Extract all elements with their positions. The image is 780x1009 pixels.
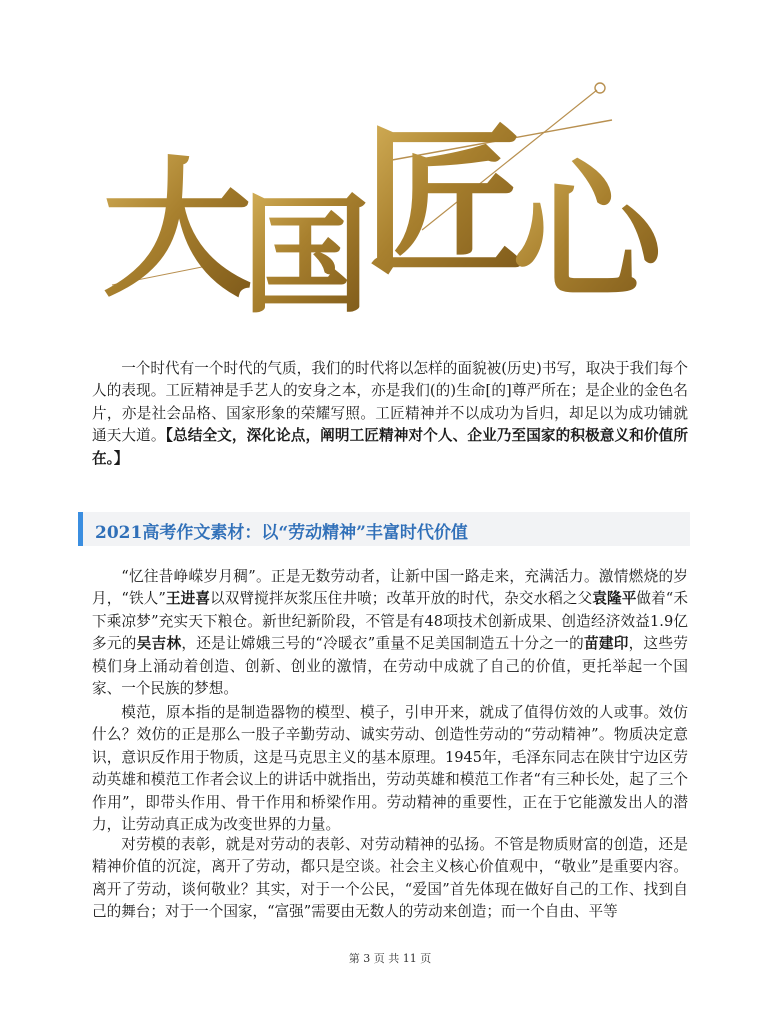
- name-wang-jinxi: 王进喜: [165, 590, 211, 608]
- paragraph-2: 模范，原本指的是制造器物的模型、模子，引申开来，就成了值得仿效的人或事。效仿什么？效仿的正是那么一股子辛勤劳动、诚实劳动、创造性劳动的“劳动精神”。物质决定意识，意识反作用于物质，这是马克思主义的基本原理。1945年，毛泽东同志在陕甘宁边区劳动英雄和模范工作者会议上的讲话中就指出，劳动英雄和模范工作者“有三种长处，起了三个作用”，即带头作用、骨干作用和桥梁作用。劳动精神的重要性，正在于它能激发出人的潜力，让劳动真正成为改变世界的力量。: [92, 704, 688, 834]
- intro-text: 一个时代有一个时代的气质，我们的时代将以怎样的面貌被(历史)书写，取决于我们每个人的表现。工匠精神是手艺人的安身之本，亦是我们(的)生命[的]尊严所在；是企业的金色名片，亦是社会品格、国家形象的荣耀写照。工匠精神并不以成功为旨归，却足以为成功铺就通天大道。: [92, 360, 688, 445]
- hero-char-xin: 心: [512, 145, 657, 321]
- p1-text-3: 做着“禾下乘凉梦”充实天下粮仓。新世纪新阶段，不管是有48项技术创新成果、创造经济效益1.9亿多元的: [92, 590, 688, 653]
- decor-circle: [595, 83, 605, 93]
- hero-char-jiang: 匠: [362, 105, 521, 299]
- section-heading-text: 2021高考作文素材：以“劳动精神”丰富时代价值: [95, 523, 468, 543]
- hero-char-da: 大: [102, 142, 247, 318]
- name-wu-jilin: 吴吉林: [136, 635, 182, 653]
- intro-bold-note: 【总结全文，深化论点，阐明工匠精神对个人、企业乃至国家的积极意义和价值所在。】: [92, 427, 688, 467]
- name-miao-jianyin: 苗建印: [584, 635, 629, 653]
- intro-paragraph: [92, 358, 688, 470]
- paragraph-3: 对劳模的表彰，就是对劳动的表彰、对劳动精神的弘扬。不管是物质财富的创造，还是精神价值的沉淀，离开了劳动，都只是空谈。社会主义核心价值观中，“敬业”是重要内容。离开了劳动，谈何敬业？其实，对于一个公民，“爱国”首先体现在做好自己的工作、找到自己的舞台；对于一个国家，“富强”需要由无数人的劳动来创造；而一个自由、平等: [92, 836, 688, 921]
- p1-text-1: “忆往昔峥嵘岁月稠”。正是无数劳动者，让新中国一路走来，充满活力。激情燃烧的岁月，“铁人”: [92, 568, 688, 608]
- hero-char-guo: 国: [242, 181, 365, 330]
- p1-text-4: ，还是让嫦娥三号的“冷暖衣”重量不足美国制造五十分之一的: [181, 635, 584, 653]
- paragraph-1: [92, 566, 688, 700]
- name-yuan-longping: 袁隆平: [592, 590, 637, 608]
- page-footer: 第 3 页 共 11 页: [348, 952, 432, 965]
- p1-text-2: 以双臂搅拌灰浆压住井喷；改革开放的时代，杂交水稻之父: [210, 590, 593, 608]
- section-heading: [78, 512, 690, 546]
- hero-calligraphy-image: [92, 60, 692, 330]
- p1-text-5: ，这些劳模们身上涌动着创造、创新、创业的激情，在劳动中成就了自己的价值，更托举起一个国家、一个民族的梦想。: [92, 635, 688, 698]
